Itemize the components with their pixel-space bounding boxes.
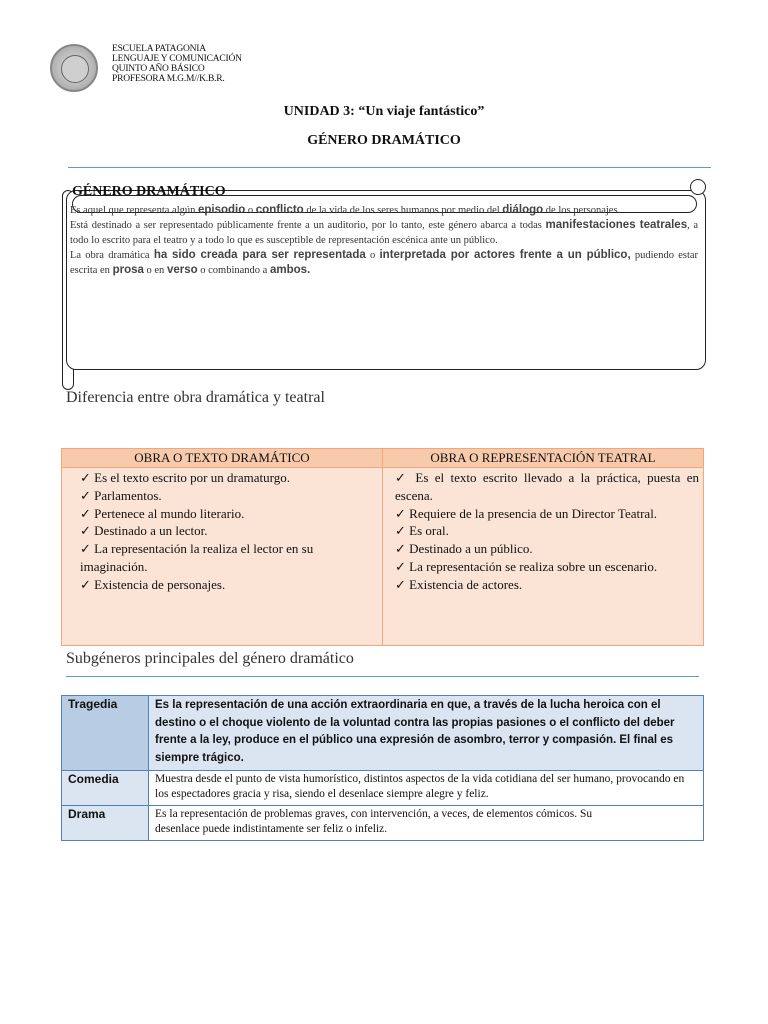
teacher-name: PROFESORA M.G.M//K.B.R. (112, 74, 225, 84)
subgenre-name: Tragedia (62, 696, 149, 771)
definition-paragraph-1: Es aquel que representa algún episodio o conflicto de la vida de los seres humanos por medio del diálogo de los personajes. (70, 204, 621, 216)
definition-paragraph-3: La obra dramática ha sido creada para ser representada o interpretada por actores frente a un público, pudiendo estar escrita en prosa o en verso o combinando a ambos. (70, 249, 699, 276)
school-seal-logo (50, 44, 98, 92)
list-item: ✓ Es el texto escrito llevado a la práctica, puesta en escena. (395, 470, 699, 503)
check-icon: ✓ (395, 541, 406, 557)
seal-center (61, 55, 89, 83)
col-dramatic-header: OBRA O TEXTO DRAMÁTICO (62, 449, 383, 468)
check-icon: ✓ (80, 505, 91, 521)
list-item: ✓ Es el texto escrito por un dramaturgo. (80, 470, 290, 485)
definition-heading: GÉNERO DRAMÁTICO (72, 184, 226, 199)
check-icon: ✓ (395, 523, 406, 539)
check-icon: ✓ (395, 505, 406, 521)
check-icon: ✓ (80, 576, 91, 592)
subgenres-heading: Subgéneros principales del género dramático (66, 650, 354, 667)
unit-title: UNIDAD 3: “Un viaje fantástico” (283, 104, 485, 119)
check-icon: ✓ (395, 470, 410, 485)
subgenre-description: Muestra desde el punto de vista humorístico, distintos aspectos de la vida cotidiana del ser humano, provocando en los espectadores gracia y risa, siendo el desenlace siempre alegre y feliz. (149, 771, 704, 806)
list-item: ✓ Pertenece al mundo literario. (80, 505, 245, 521)
list-item: ✓ Requiere de la presencia de un Director Teatral. (395, 505, 658, 521)
grade-name: QUINTO AÑO BÁSICO (112, 64, 205, 74)
check-icon: ✓ (80, 470, 91, 485)
subgenre-description: Es la representación de una acción extraordinaria en que, a través de la lucha heroica con el destino o el choque violento de la voluntad contra las propias pasiones o el conflicto del deber frente a la ley, produce en el público una expresión de asombro, terror y compasión. El final es siempre trágico. (149, 696, 704, 771)
list-item: ✓ Existencia de personajes. (80, 576, 226, 592)
check-icon: ✓ (80, 487, 91, 503)
table-row (62, 696, 704, 771)
list-item: ✓ Destinado a un lector. (80, 523, 208, 539)
subject-name: LENGUAJE Y COMUNICACIÓN (112, 54, 242, 64)
subgenres-table (61, 695, 704, 841)
col-dramatic-cell (62, 468, 383, 646)
list-item: ✓ Parlamentos. (80, 487, 162, 503)
subgenre-description: Es la representación de problemas graves, con intervención, a veces, de elementos cómicos. Su desenlace puede indistintamente ser feliz o infeliz. (149, 806, 704, 841)
subgenre-name: Comedia (62, 771, 149, 806)
genre-title: GÉNERO DRAMÁTICO (307, 133, 461, 148)
col-theatrical-header: OBRA O REPRESENTACIÓN TEATRAL (383, 449, 704, 468)
col-theatrical-cell (383, 468, 704, 646)
definition-paragraph-2: Está destinado a ser representado públicamente frente a un auditorio, por lo tanto, este género abarca a todas manifestaciones teatrales, a todo lo escrito para el teatro y a todo lo que es susceptible de representación escénica ante un público. (70, 219, 698, 246)
table-row (62, 806, 704, 841)
check-icon: ✓ (80, 523, 91, 539)
scroll-curl (690, 179, 706, 195)
comparison-heading: Diferencia entre obra dramática y teatral (66, 389, 325, 406)
table-row (62, 771, 704, 806)
list-item: ✓ Es oral. (395, 523, 449, 539)
list-item: ✓ Existencia de actores. (395, 576, 523, 592)
check-icon: ✓ (395, 576, 406, 592)
comparison-table (61, 448, 704, 646)
subgenre-name: Drama (62, 806, 149, 841)
school-info (112, 44, 242, 84)
subgenres-divider (66, 676, 699, 677)
title-divider (68, 167, 711, 168)
list-item: ✓ Destinado a un público. (395, 541, 533, 557)
definition-text (70, 203, 698, 278)
school-name: ESCUELA PATAGONIA (112, 44, 206, 54)
check-icon: ✓ (395, 558, 406, 574)
list-item: ✓ La representación la realiza el lector en su imaginación. (80, 541, 314, 574)
check-icon: ✓ (80, 541, 91, 557)
list-item: ✓ La representación se realiza sobre un escenario. (395, 558, 658, 574)
